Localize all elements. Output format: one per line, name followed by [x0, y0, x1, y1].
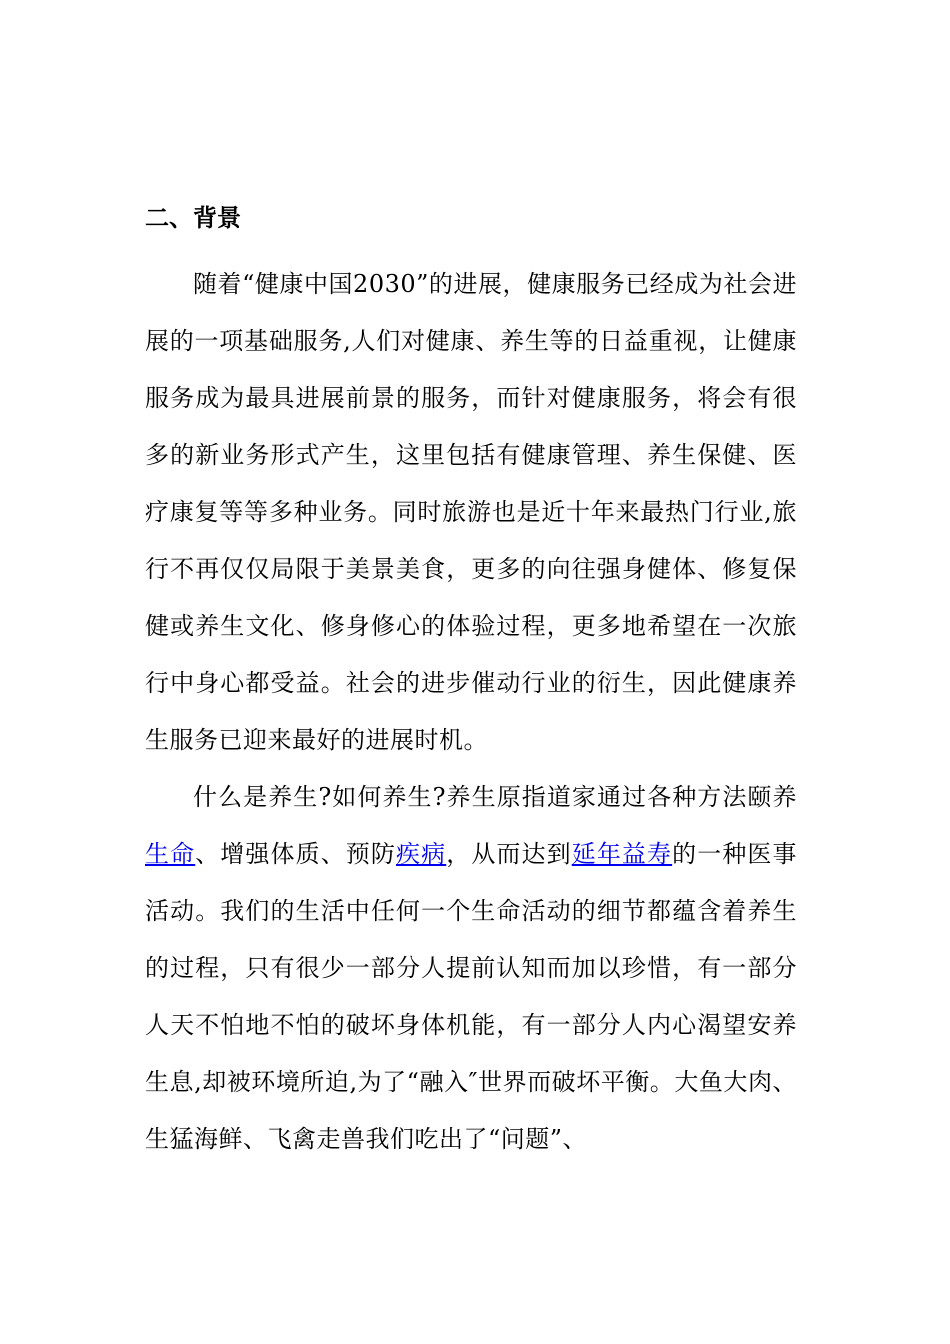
document-body [145, 198, 797, 1168]
paragraph-text: 什么是养生?如何养生?养生原指道家通过各种方法颐养 [193, 783, 797, 811]
section-heading: 二、背景 [145, 204, 241, 232]
link-life[interactable]: 生命 [145, 840, 196, 868]
paragraph-text: ，从而达到 [446, 840, 572, 868]
link-longevity[interactable]: 延年益寿 [571, 840, 673, 868]
paragraph-text: 的一种医事活动。我们的生活中任何一个生命活动的细节都蕴含着养生的过程，只有很少一部分人提前认知而加以珍惜，有一部分人天不怕地不怕的破坏身体机能，有一部分人内心渴望安养生息,却被环境所迫,为了“融入″世界而破坏平衡。大鱼大肉、生猛海鲜、飞禽走兽我们吃出了“问题”、 [145, 840, 798, 1153]
paragraph-text: 、增强体质、预防 [195, 840, 397, 868]
paragraph-health-preservation [145, 769, 797, 1168]
paragraph-background: 随着“健康中国2030”的进展，健康服务已经成为社会进展的一项基础服务,人们对健康、养生等的日益重视，让健康服务成为最具进展前景的服务，而针对健康服务，将会有很多的新业务形式产生，这里包括有健康管理、养生保健、医疗康复等等多种业务。同时旅游也是近十年来最热门行业,旅行不再仅仅局限于美景美食，更多的向往强身健体、修复保健或养生文化、修身修心的体验过程，更多地希望在一次旅行中身心都受益。社会的进步催动行业的衍生，因此健康养生服务已迎来最好的进展时机。 [145, 270, 797, 754]
link-disease[interactable]: 疾病 [396, 840, 447, 868]
